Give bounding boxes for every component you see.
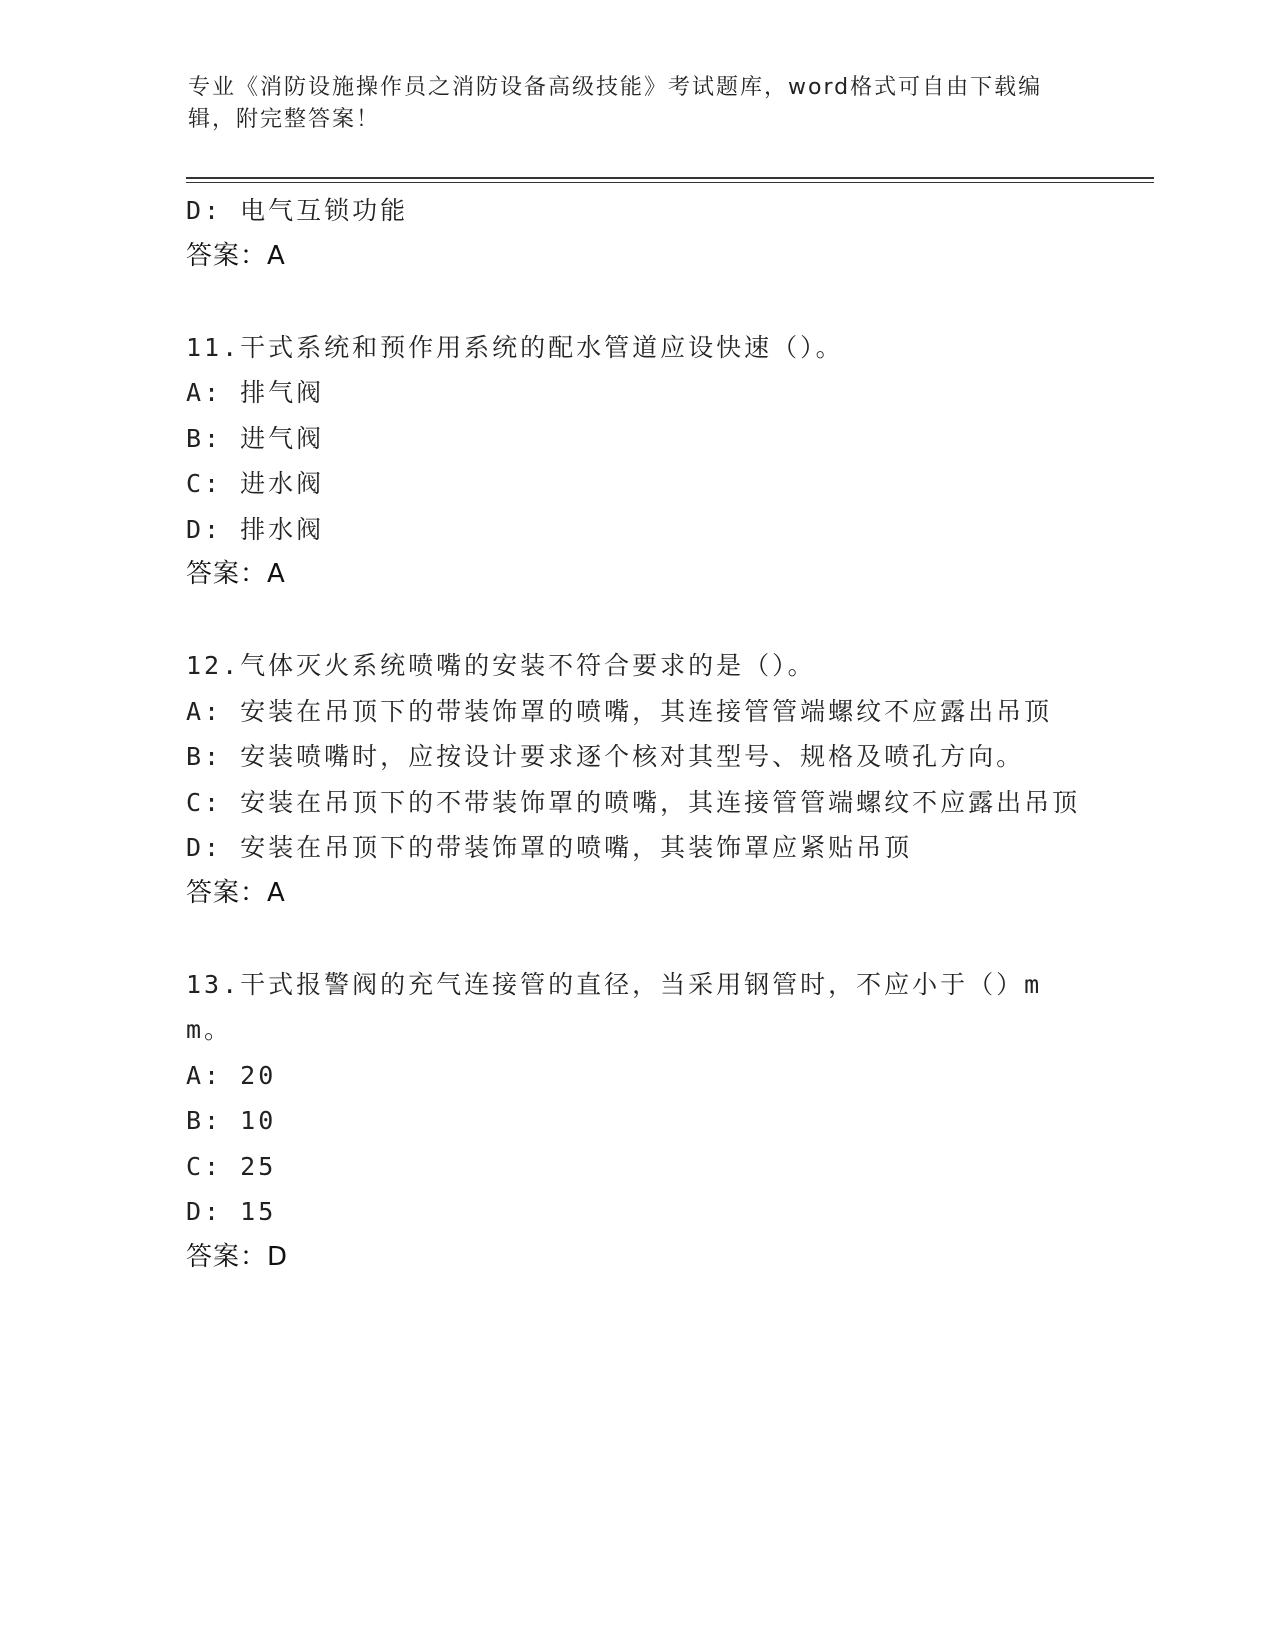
question-13 xyxy=(186,962,1086,1281)
page-header: 专业《消防设施操作员之消防设备高级技能》考试题库，word格式可自由下载编辑，附完整答案！ xyxy=(188,75,1043,132)
question-11 xyxy=(186,325,1086,598)
prev-option-d: D: 电气互锁功能 xyxy=(186,196,409,225)
question-body xyxy=(186,188,1086,1280)
answer: 答案：A xyxy=(186,877,286,908)
question-stem: 12.气体灭火系统喷嘴的安装不符合要求的是（）。 xyxy=(186,651,816,680)
option-b: B: 进气阀 xyxy=(186,423,325,453)
option-a: A: 安装在吊顶下的带装饰罩的喷嘴，其连接管管端螺纹不应露出吊顶 xyxy=(186,696,1053,726)
option-c: C: 进水阀 xyxy=(186,469,325,498)
question-stem: 11.干式系统和预作用系统的配水管道应设快速（）。 xyxy=(186,332,844,362)
option-b: B: 10 xyxy=(186,1106,277,1135)
question-stem: 13.干式报警阀的充气连接管的直径，当采用钢管时，不应小于（）mm。 xyxy=(186,969,1043,1044)
option-b: B: 安装喷嘴时，应按设计要求逐个核对其型号、规格及喷孔方向。 xyxy=(186,742,1025,771)
option-c: C: 安装在吊顶下的不带装饰罩的喷嘴，其连接管管端螺纹不应露出吊顶 xyxy=(186,787,1081,817)
option-c: C: 25 xyxy=(186,1151,277,1181)
answer: 答案：A xyxy=(186,559,286,589)
option-d: D: 15 xyxy=(186,1197,277,1226)
prev-answer: 答案：A xyxy=(186,240,286,271)
header-divider-thick xyxy=(186,177,1154,179)
option-d: D: 安装在吊顶下的带装饰罩的喷嘴，其装饰罩应紧贴吊顶 xyxy=(186,833,913,862)
option-a: A: 20 xyxy=(186,1060,277,1090)
option-a: A: 排气阀 xyxy=(186,378,325,407)
option-d: D: 排水阀 xyxy=(186,514,325,544)
header-divider-thin xyxy=(186,182,1154,183)
question-12 xyxy=(186,643,1086,916)
answer: 答案：D xyxy=(186,1241,289,1272)
